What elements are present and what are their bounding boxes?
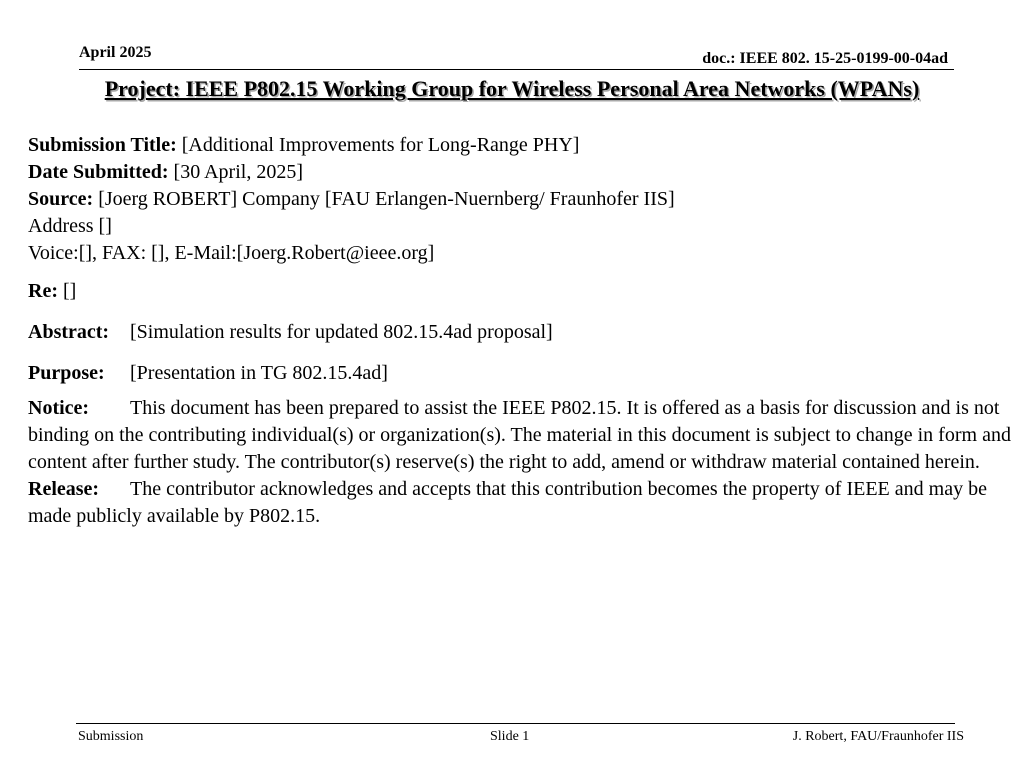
footer-submission: Submission <box>78 729 144 744</box>
address-row: Address [] <box>28 215 112 237</box>
footer-author: J. Robert, FAU/Fraunhofer IIS <box>792 729 964 744</box>
notice-label: Notice: <box>28 397 90 419</box>
project-title: Project: IEEE P802.15 Working Group for Wireless Personal Area Networks (WPANs) <box>104 76 920 101</box>
abstract-row <box>28 319 1018 346</box>
header-doc-id: doc.: IEEE 802. 15-25-0199-00-04ad <box>702 50 948 67</box>
re-value: [] <box>62 280 77 302</box>
release-paragraph <box>28 476 1018 530</box>
purpose-value: [Presentation in TG 802.15.4ad] <box>130 362 388 384</box>
re-label: Re: <box>28 280 58 302</box>
submission-title-row <box>28 132 1018 159</box>
re-row <box>28 278 1018 305</box>
purpose-label: Purpose: <box>28 362 105 384</box>
document-body <box>28 132 1018 530</box>
footer-rule <box>76 723 955 724</box>
abstract-label: Abstract: <box>28 321 110 343</box>
notice-paragraph <box>28 395 1018 476</box>
contact-row: Voice:[], FAX: [], E-Mail:[Joerg.Robert@ieee.org] <box>28 242 435 264</box>
notice-text: This document has been prepared to assist the IEEE P802.15. It is offered as a basis for discussion and is not binding on the contributing individual(s) or organization(s). The material in this document is subject to change in form and content after further study. The contributor(s) reserve(s) the right to add, amend or withdraw material contained herein. <box>28 397 1011 473</box>
abstract-value: [Simulation results for updated 802.15.4ad proposal] <box>130 321 553 343</box>
source-label: Source: <box>28 188 94 210</box>
source-value: [Joerg ROBERT] Company [FAU Erlangen-Nuernberg/ Fraunhofer IIS] <box>98 188 675 210</box>
purpose-row <box>28 360 1018 387</box>
release-text: The contributor acknowledges and accepts that this contribution becomes the property of IEEE and may be made publicly available by P802.15. <box>28 478 987 527</box>
header-rule <box>79 69 954 70</box>
header-date: April 2025 <box>79 44 152 61</box>
date-submitted-row <box>28 159 1018 186</box>
date-submitted-value: [30 April, 2025] <box>173 161 303 183</box>
release-label: Release: <box>28 478 100 500</box>
submission-title-value: [Additional Improvements for Long-Range PHY] <box>181 134 580 156</box>
footer-slide-number: Slide 1 <box>490 729 530 744</box>
source-row <box>28 186 1018 213</box>
date-submitted-label: Date Submitted: <box>28 161 169 183</box>
submission-title-label: Submission Title: <box>28 134 177 156</box>
